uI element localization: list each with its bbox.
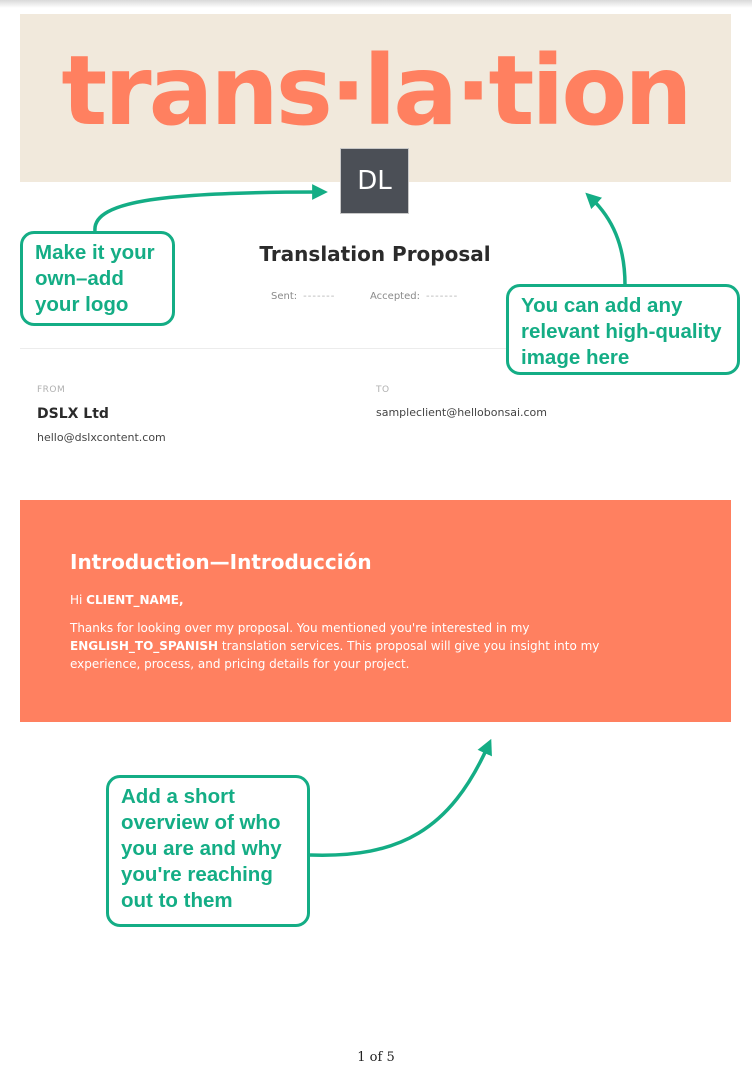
from-name: DSLX Ltd	[37, 406, 109, 422]
to-email: sampleclient@hellobonsai.com	[376, 406, 547, 419]
image-callout: You can add any relevant high-quality image here	[506, 284, 740, 375]
overview-callout: Add a short overview of who you are and why you're reaching out to them	[106, 775, 310, 927]
greeting-prefix: Hi	[70, 593, 87, 607]
proposal-title: Translation Proposal	[259, 242, 491, 266]
sent-label: Sent:	[271, 291, 298, 302]
from-label: FROM	[37, 385, 66, 395]
hero-word: trans·la·tion	[61, 35, 690, 147]
logo-callout-arrow	[95, 192, 320, 231]
logo-callout: Make it your own–add your logo	[20, 231, 175, 326]
accepted-value: -------	[425, 291, 459, 302]
accepted-label: Accepted:	[370, 291, 420, 302]
company-logo: DL	[340, 148, 409, 214]
image-callout-arrow	[591, 198, 625, 285]
sent-value: -------	[303, 291, 336, 302]
client-name: CLIENT_NAME,	[86, 593, 184, 607]
page-indicator: 1 of 5	[357, 1050, 395, 1065]
from-email: hello@dslxcontent.com	[37, 431, 166, 444]
overview-callout-arrow	[310, 746, 488, 855]
body-part2: translation services. This proposal will give you insight into my experience, process, and pricing details for your project.	[70, 639, 600, 671]
to-label: TO	[376, 385, 390, 395]
body-part1: Thanks for looking over my proposal. You mentioned you're interested in my	[70, 621, 530, 635]
introduction-title: Introduction—Introducción	[70, 550, 372, 574]
service-name: ENGLISH_TO_SPANISH	[70, 639, 219, 653]
